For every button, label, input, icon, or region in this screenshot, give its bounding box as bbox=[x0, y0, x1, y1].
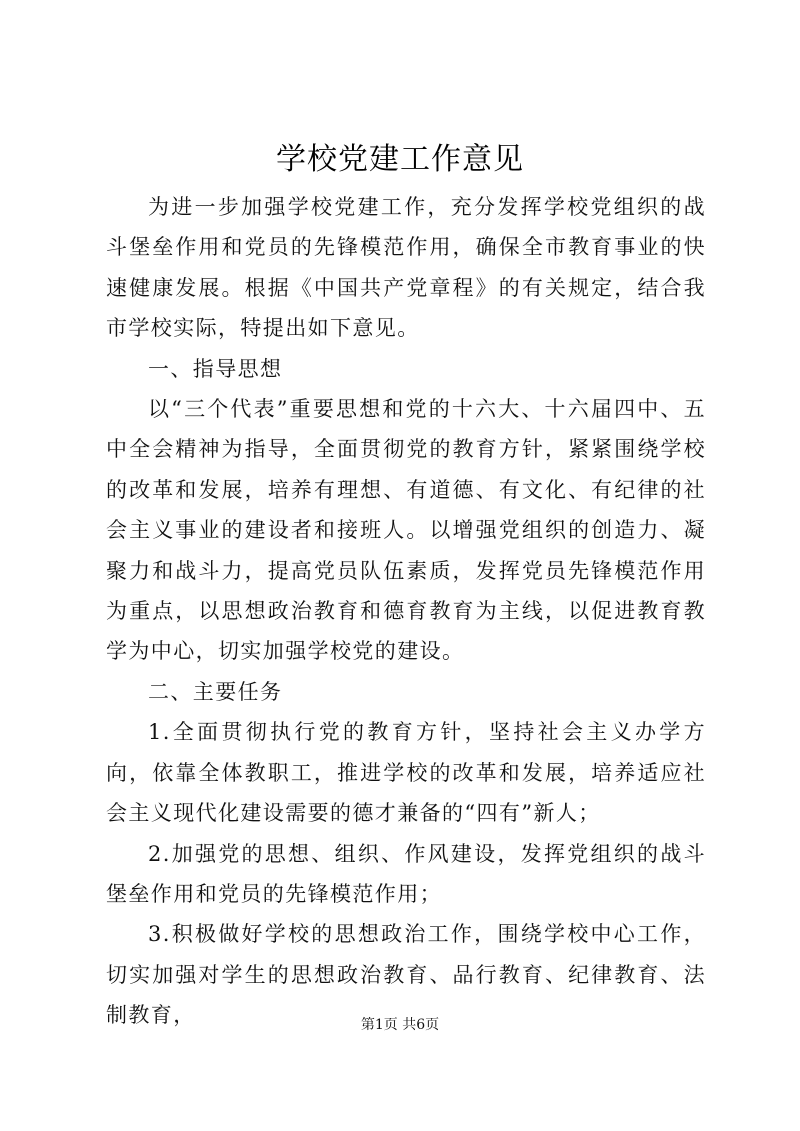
page-footer: 第1页 共6页 bbox=[360, 1017, 440, 1033]
section-heading-main-tasks: 二、主要任务 bbox=[148, 679, 283, 704]
task-item-2: 2.加强党的思想、组织、作风建设，发挥党组织的战斗堡垒作用和党员的先锋模范作用； bbox=[106, 841, 706, 906]
task-item-3: 3.积极做好学校的思想政治工作，围绕学校中心工作，切实加强对学生的思想政治教育、品行教育、纪律教育、法制教育， bbox=[106, 922, 706, 1028]
document-title: 学校党建工作意见 bbox=[276, 142, 524, 177]
guiding-ideology-paragraph: 以“三个代表”重要思想和党的十六大、十六届四中、五中全会精神为指导，全面贯彻党的教育方针，紧紧围绕学校的改革和发展，培养有理想、有道德、有文化、有纪律的社会主义事业的建设者和接班人。以增强党组织的创造力、凝聚力和战斗力，提高党员队伍素质，发挥党员先锋模范作用为重点，以思想政治教育和德育教育为主线，以促进教育教学为中心，切实加强学校党的建设。 bbox=[106, 397, 706, 664]
document-body bbox=[106, 187, 706, 1036]
task-item-1: 1.全面贯彻执行党的教育方针，坚持社会主义办学方向，依靠全体教职工，推进学校的改革和发展，培养适应社会主义现代化建设需要的德才兼备的“四有”新人； bbox=[106, 720, 706, 826]
intro-paragraph: 为进一步加强学校党建工作，充分发挥学校党组织的战斗堡垒作用和党员的先锋模范作用，确保全市教育事业的快速健康发展。根据《中国共产党章程》的有关规定，结合我市学校实际，特提出如下意见。 bbox=[106, 195, 706, 341]
section-heading-guiding-ideology: 一、指导思想 bbox=[148, 356, 283, 381]
